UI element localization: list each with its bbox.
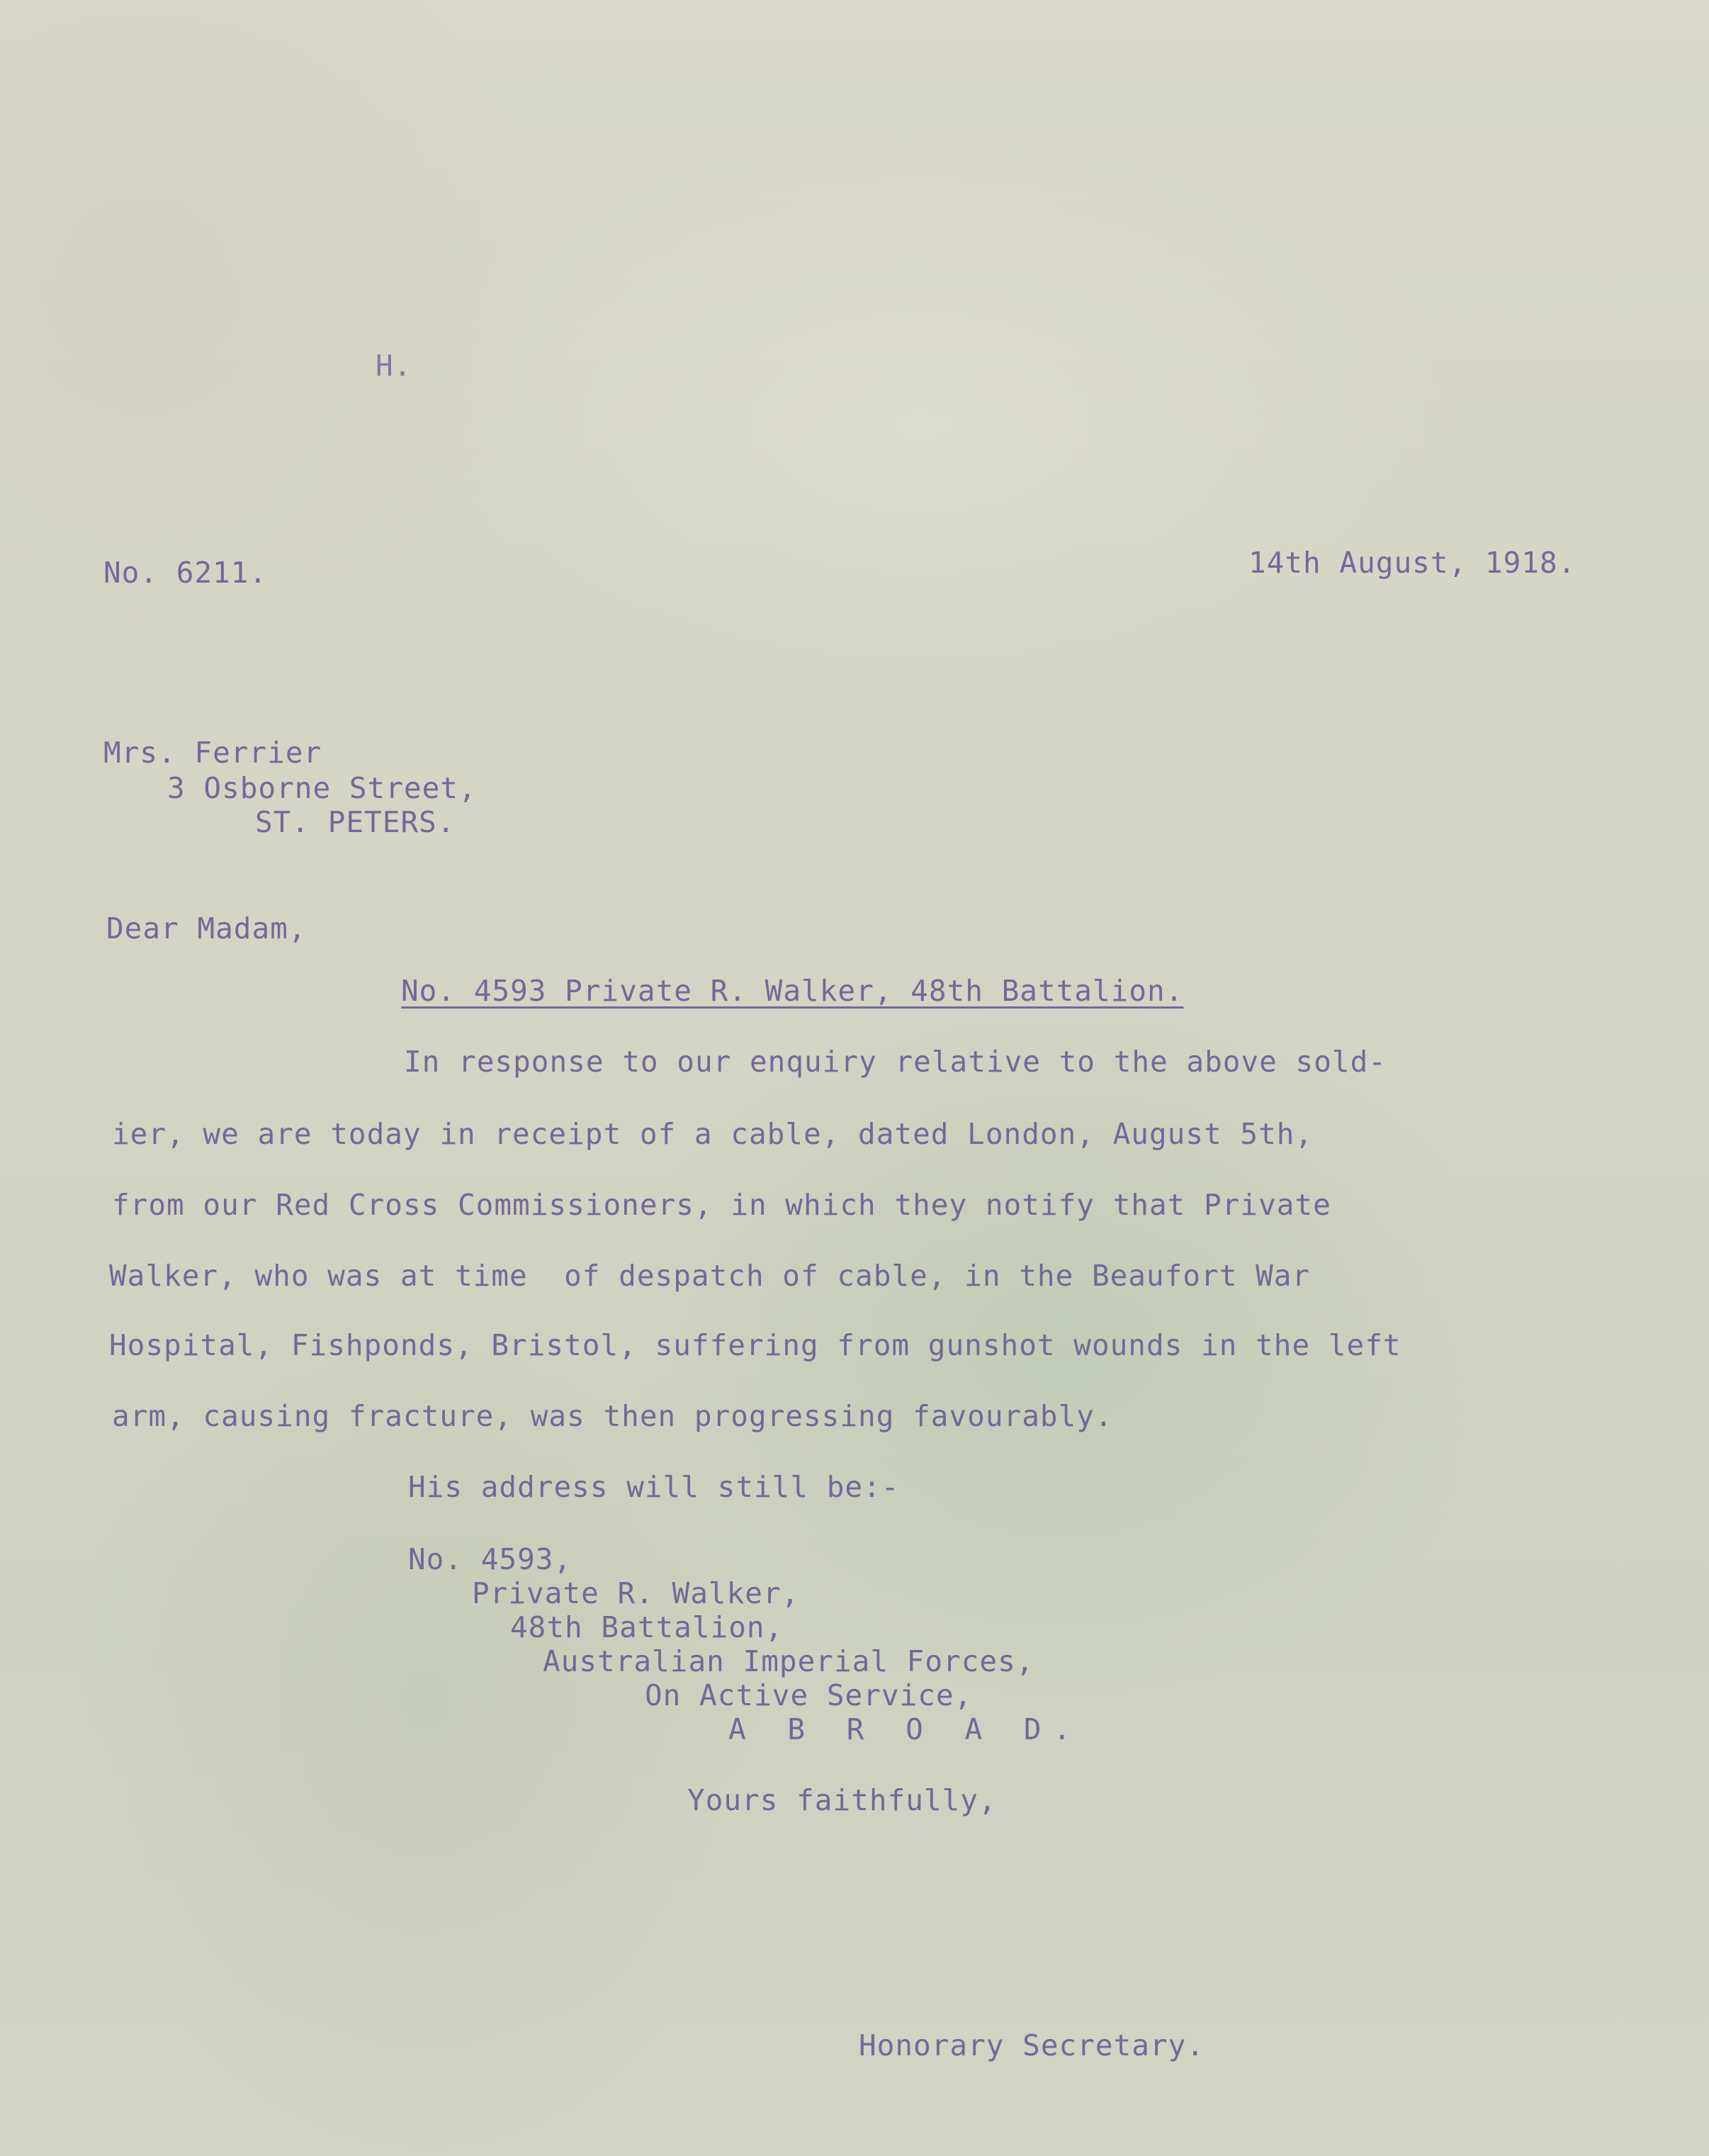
file-mark: H. — [376, 349, 412, 383]
recipient-name: Mrs. Ferrier — [103, 736, 322, 770]
body-line: from our Red Cross Commissioners, in which they notify that Private — [112, 1188, 1331, 1222]
body-line: Walker, who was at time of despatch of cable, in the Beaufort War — [109, 1259, 1311, 1293]
address-intro: His address will still be:- — [408, 1470, 900, 1504]
subject-line: No. 4593 Private R. Walker, 48th Battalion. — [401, 974, 1184, 1008]
body-line: ier, we are today in receipt of a cable, dated London, August 5th, — [112, 1117, 1314, 1151]
closing: Yours faithfully, — [687, 1783, 997, 1817]
soldier-address-line: Australian Imperial Forces, — [543, 1644, 1034, 1678]
reference-number: No. 6211. — [103, 556, 268, 590]
body-line: Hospital, Fishponds, Bristol, suffering from gunshot wounds in the left — [109, 1328, 1401, 1362]
soldier-address-line: Private R. Walker, — [472, 1576, 800, 1610]
recipient-street: 3 Osborne Street, — [167, 771, 477, 805]
signatory-title: Honorary Secretary. — [859, 2028, 1205, 2062]
body-line: In response to our enquiry relative to the above sold- — [404, 1045, 1387, 1079]
soldier-address-line: No. 4593, — [408, 1542, 573, 1576]
soldier-address-line: 48th Battalion, — [510, 1610, 784, 1644]
recipient-locality: ST. PETERS. — [255, 805, 456, 839]
salutation: Dear Madam, — [106, 911, 307, 945]
body-line: arm, causing fracture, was then progressing favourably. — [112, 1399, 1113, 1433]
soldier-address-line: On Active Service, — [645, 1678, 973, 1712]
letter-date: 14th August, 1918. — [1248, 546, 1577, 580]
soldier-address-line: A B R O A D. — [728, 1712, 1083, 1746]
